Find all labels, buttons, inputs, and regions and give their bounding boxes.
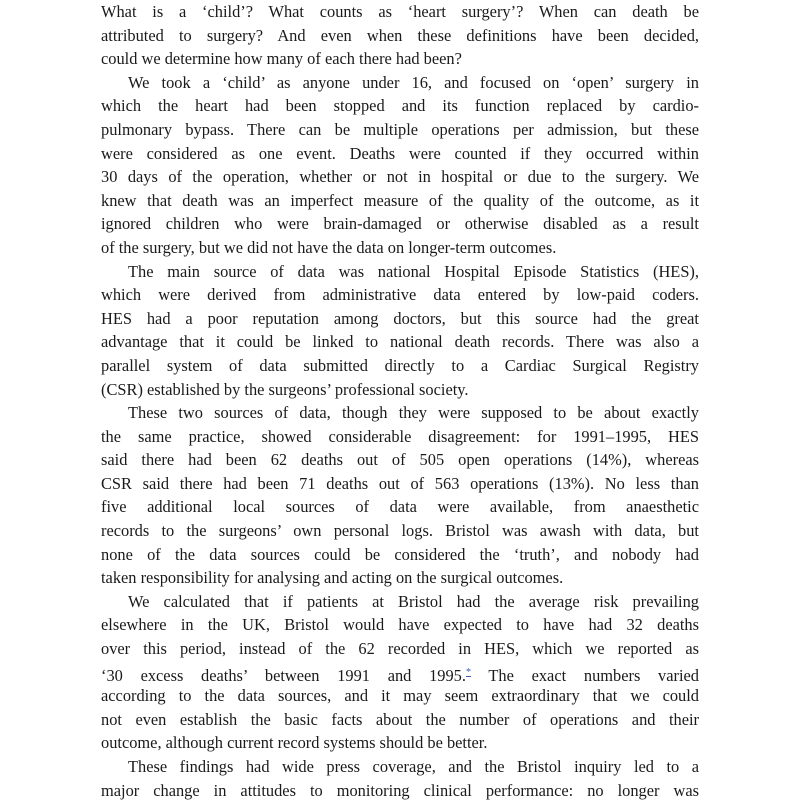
paragraph — [101, 71, 699, 260]
text-line: CSR said there had been 71 deaths out of 563 operations (13%). No less than — [101, 473, 699, 493]
text-segment: ‘30 excess deaths’ between 1991 and 1995. — [101, 665, 466, 685]
text-line: What is a ‘child’? What counts as ‘heart surgery’? When can death be — [101, 2, 699, 21]
document-page — [101, 0, 699, 800]
text-line: These findings had wide press coverage, and the Bristol inquiry led to a — [128, 757, 699, 776]
footnote-link[interactable]: * — [465, 666, 471, 678]
text-line: over this period, instead of the 62 recorded in HES, which we reported as — [101, 639, 699, 659]
text-line: We took a ‘child’ as anyone under 16, and focused on ‘open’ surgery in — [128, 72, 699, 92]
paragraph — [101, 401, 699, 590]
text-line: which the heart had been stopped and its function replaced by cardio- — [101, 96, 699, 116]
text-line: The main source of data was national Hospital Episode Statistics (HES), — [128, 261, 699, 281]
text-line: said there had been 62 deaths out of 505 open operations (14%), whereas — [101, 450, 699, 470]
text-line: major change in attitudes to monitoring clinical performance: no longer was — [101, 780, 699, 800]
text-line: the same practice, showed considerable disagreement: for 1991–1995, HES — [101, 426, 699, 446]
text-line: ignored children who were brain-damaged or otherwise disabled as a result — [101, 214, 699, 234]
text-line: taken responsibility for analysing and acting on the surgical outcomes. — [101, 568, 564, 588]
text-line: of the surgery, but we did not have the data on longer-term outcomes. — [101, 237, 557, 257]
paragraph — [101, 260, 699, 402]
text-line: could we determine how many of each there had been? — [101, 49, 462, 69]
text-line: 30 days of the operation, whether or not in hospital or due to the surgery. We — [101, 167, 699, 187]
text-line: according to the data sources, and it may seem extraordinary that we could — [101, 686, 699, 706]
text-line: records to the surgeons’ own personal logs. Bristol was awash with data, but — [101, 521, 699, 541]
text-line: elsewhere in the UK, Bristol would have expected to have had 32 deaths — [101, 615, 699, 635]
text-line: which were derived from administrative data entered by low-paid coders. — [101, 285, 699, 305]
text-line: (CSR) established by the surgeons’ professional society. — [101, 379, 469, 399]
text-segment: The exact numbers varied — [470, 665, 699, 685]
text-line: outcome, although current record systems should be better. — [101, 733, 488, 753]
text-line-with-footnote — [101, 661, 699, 685]
text-line: attributed to surgery? And even when these definitions have been decided, — [101, 25, 699, 45]
text-line: advantage that it could be linked to national death records. There was also a — [101, 332, 699, 352]
text-line: were considered as one event. Deaths were counted if they occurred within — [101, 143, 699, 163]
text-line: These two sources of data, though they were supposed to be about exactly — [128, 403, 699, 423]
text-line: We calculated that if patients at Bristol had the average risk prevailing — [128, 591, 699, 611]
text-line: five additional local sources of data were available, from anaesthetic — [101, 497, 699, 517]
text-line: knew that death was an imperfect measure of the quality of the outcome, as it — [101, 190, 699, 210]
paragraph — [101, 590, 699, 755]
paragraph — [101, 0, 699, 71]
text-line: HES had a poor reputation among doctors, but this source had the great — [101, 308, 699, 328]
text-line: pulmonary bypass. There can be multiple operations per admission, but these — [101, 119, 699, 139]
text-line: parallel system of data submitted directly to a Cardiac Surgical Registry — [101, 355, 699, 375]
paragraph — [101, 755, 699, 800]
text-line: not even establish the basic facts about the number of operations and their — [101, 709, 699, 729]
text-line: none of the data sources could be considered the ‘truth’, and nobody had — [101, 544, 699, 564]
